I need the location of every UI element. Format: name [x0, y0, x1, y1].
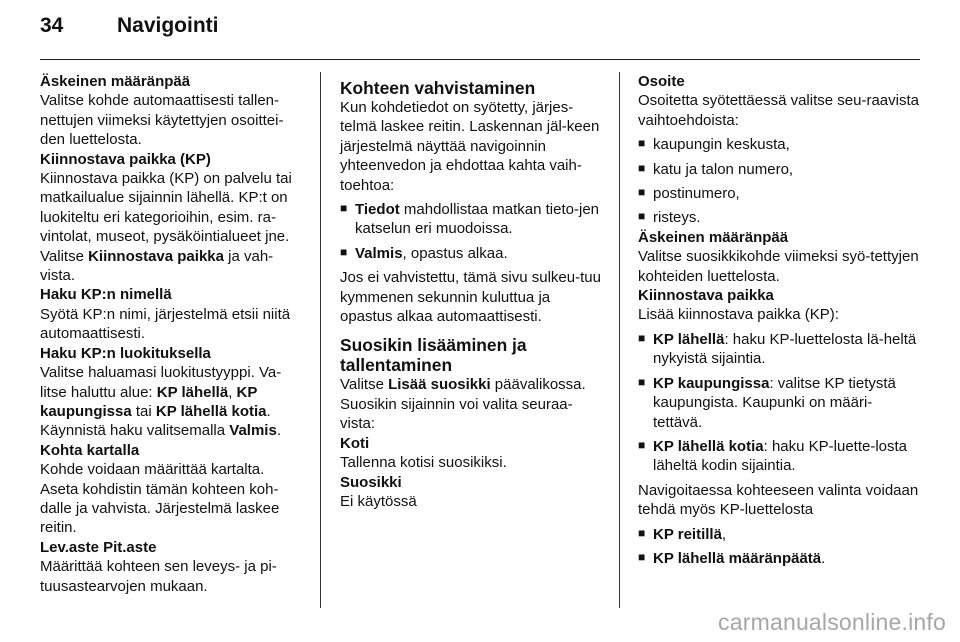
address-text: Osoitetta syötettäessä valitse seu-raavista vaihtoehdoista:: [638, 92, 919, 129]
section-text: Kiinnostava paikka (KP) on palvelu tai matkailualue sijainnin lähellä. KP:t on luokiteltu eri kategorioihin, esim. ra-vintolat, museot, pysäköintialueet jne. Valitse Kiinnostava paikka ja vah-vista.: [40, 170, 292, 285]
recent-text: Valitse suosikkikohde viimeksi syö-tettyjen kohteiden luettelosta.: [638, 248, 919, 285]
section-lat-long: [40, 538, 304, 596]
page-header: [40, 14, 920, 54]
heading-destination-confirm: Kohteen vahvistaminen: [340, 78, 536, 98]
column-divider-2: [619, 72, 620, 608]
section-heading: Haku KP:n nimellä: [40, 286, 172, 304]
column-3: [638, 72, 920, 568]
section-text: Valitse haluamasi luokitustyyppi. Va-litse haluttu alue: KP lähellä, KP kaupungissa tai KP lähellä kotia. Käynnistä haku valitsemalla Valmis.: [40, 364, 282, 440]
section-text: Syötä KP:n nimi, järjestelmä etsii niitä automaattisesti.: [40, 305, 291, 343]
bullet-details: ■ Tiedot mahdollistaa matkan tieto-jen katselun eri muodoissa.: [340, 200, 606, 239]
section-poi-by-category: [40, 344, 304, 441]
favorites-text: Valitse Lisää suosikki päävalikossa. Suosikin sijainnin voi valita seuraa-vista:: [340, 376, 586, 433]
column-2: [340, 72, 606, 511]
emphasis: Kiinnostava paikka: [88, 247, 224, 265]
section-text: Kohde voidaan määrittää kartalta. Aseta kohdistin tämän kohteen koh-dalle ja vahvista. Järjestelmä laskee reitin.: [40, 461, 280, 537]
poi-text: Lisää kiinnostava paikka (KP):: [638, 306, 839, 324]
address-bullet: ■ kaupungin keskusta,: [638, 135, 920, 154]
confirm-text: Kun kohdetiedot on syötetty, järjes-telmä laskee reitin. Laskennan jäl-keen järjestelmä näyttää navigoinnin yhteenvedon ja ehdottaa kahta vaih-toehtoa:: [340, 99, 600, 194]
heading-home: Koti: [340, 434, 370, 452]
poi-bullet-route: ■ KP reitillä,: [638, 525, 920, 544]
poi-bullet-home: ■ KP lähellä kotia: haku KP-luette-losta läheltä kodin sijaintia.: [638, 437, 920, 476]
section-heading: Lev.aste Pit.aste: [40, 538, 157, 556]
section-text: Määrittää kohteen sen leveys- ja pi-tuusastearvojen mukaan.: [40, 558, 277, 595]
poi-bullet-nearby: ■ KP lähellä: haku KP-luettelosta lä-heltä nykyistä sijaintia.: [638, 330, 920, 369]
chapter-title: Navigointi: [117, 14, 219, 37]
section-heading: Haku KP:n luokituksella: [40, 344, 211, 362]
section-poi: [40, 150, 304, 286]
section-heading: Kohta kartalla: [40, 441, 140, 459]
heading-recent-destination: Äskeinen määränpää: [638, 228, 789, 246]
address-bullet: ■ postinumero,: [638, 184, 920, 203]
favorite-text: Ei käytössä: [340, 492, 417, 510]
heading-add-favorite: Suosikin lisääminen ja tallentaminen: [340, 335, 527, 376]
poi-bullet-destination: ■ KP lähellä määränpäätä.: [638, 549, 920, 568]
heading-favorite: Suosikki: [340, 473, 402, 491]
address-bullet: ■ risteys.: [638, 208, 920, 227]
section-heading: Äskeinen määränpää: [40, 73, 191, 90]
column-1: [40, 72, 304, 596]
heading-poi: Kiinnostava paikka: [638, 287, 774, 305]
section-heading: Kiinnostava paikka (KP): [40, 150, 211, 168]
bullet-done: ■ Valmis, opastus alkaa.: [340, 244, 606, 263]
page-number: 34: [40, 14, 64, 37]
address-bullet: ■ katu ja talon numero,: [638, 160, 920, 179]
watermark-text: carmanualsonline.info: [718, 609, 946, 635]
section-poi-by-name: [40, 285, 304, 343]
header-rule: [40, 59, 920, 60]
poi-nav-text: Navigoitaessa kohteeseen valinta voidaan tehdä myös KP-luettelosta: [638, 481, 919, 519]
poi-bullet-city: ■ KP kaupungissa: valitse KP tietystä kaupungista. Kaupunki on määri-tettävä.: [638, 374, 920, 432]
home-text: Tallenna kotisi suosikiksi.: [340, 454, 507, 472]
confirm-after-text: Jos ei vahvistettu, tämä sivu sulkeu-tuu kymmenen sekunnin kuluttua ja opastus alkaa automaattisesti.: [340, 269, 601, 326]
section-text: Valitse kohde automaattisesti tallen- nettujen viimeksi käytettyjen osoittei- den luettelosta.: [40, 92, 284, 149]
column-divider-1: [320, 72, 321, 608]
section-point-on-map: [40, 441, 304, 538]
section-recent-destination: [40, 72, 304, 150]
heading-address: Osoite: [638, 73, 685, 90]
